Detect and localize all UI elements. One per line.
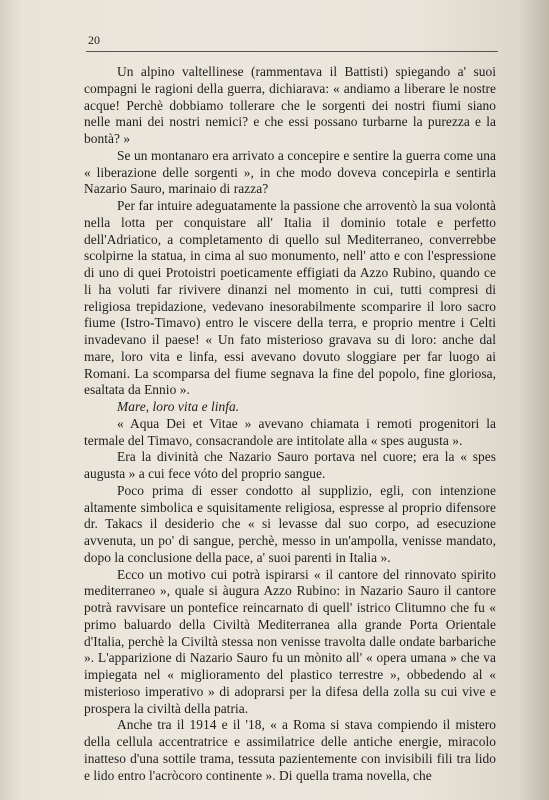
paragraph: Ecco un motivo cui potrà ispirarsi « il cantore del rinnovato spirito mediterraneo », quale si àugura Azzo Rubino: in Nazario Sauro il cantore potrà ravvisare un pontefice reincarnato di quell' istrico Clitumno che fu « primo baluardo della Civiltà Mediterranea alla grande Porta Orientale d'Italia, perchè la Civiltà stessa non venisse travolta dalle ondate barbariche ». L'apparizione di Nazario Sauro fu un mònito all' « opera umana » che va impiegata nel « miglioramento del plastico terrestre », obbedendo al « misterioso imperativo » di adoprarsi per la difesa della zolla su cui vive e prospera la civiltà della patria. bbox=[84, 566, 496, 716]
page-number: 20 bbox=[88, 33, 100, 47]
paragraph: « Aqua Dei et Vitae » avevano chiamata i remoti progenitori la termale del Timavo, consacrandole are intitolate alla « spes augusta ». bbox=[84, 415, 496, 448]
page-body bbox=[84, 64, 496, 784]
header-rule bbox=[86, 51, 498, 52]
paragraph: Poco prima di esser condotto al supplizio, egli, con intenzione altamente simbolica e squisitamente religiosa, espresse al proprio difensore dr. Takacs il desiderio che « si levasse dal suo corpo, ad esecuzione avvenuta, un po' di sangue, perchè, messo in un'ampolla, venisse mandato, dopo la conclusione della pace, a' suoi parenti in Italia ». bbox=[84, 482, 496, 565]
paragraph: Era la divinità che Nazario Sauro portava nel cuore; era la « spes augusta » a cui fece vóto del proprio sangue. bbox=[84, 449, 496, 481]
italic-quote: Mare, loro vita e linfa. bbox=[117, 399, 240, 414]
paragraph: Anche tra il 1914 e il '18, « a Roma si stava compiendo il mistero della cellula accentratrice e assimilatrice delle antiche energie, miracolo inatteso d'una sottile trama, tessuta pazientemente con invisibili fili tra lido e lido entro l'acròcoro continente ». Di quella trama novella, che bbox=[84, 717, 496, 783]
paragraph: Per far intuire adeguatamente la passione che arroventò la sua volontà nella lotta per conquistare all' Italia il dominio totale e perfetto dell'Adriatico, a completamento di quello sul Mediterraneo, converrebbe scolpirne la statua, in cima al suo monumento, nell' atto e con l'espressione di uno di quei Protoistri poeticamente effigiati da Azzo Rubino, quando ce li ha voluti far rivivere dinanzi nel momento in cui, tutti compresi di religiosa trepidazione, vedevano inesorabilmente scomparire il loro sacro fiume (Istro-Timavo) entro le viscere della terra, e proprio mentre i Celti invadevano il paese! « Un fato misterioso gravava su di loro: anche dal mare, loro vita e linfa, essi avevano dovuto sloggiare per far luogo ai Romani. La scomparsa del fiume segnava la fine del popolo, fine gloriosa, esaltata da Ennio ». bbox=[84, 198, 496, 398]
paragraph: Un alpino valtellinese (rammentava il Battisti) spiegando a' suoi compagni le ragioni della guerra, dichiarava: « andiamo a liberare le nostre acque! Perchè dobbiamo tollerare che le sorgenti dei nostri fiumi siano nelle mani dei nostri nemici? e che essi possano turbarne la purezza e la bontà? » bbox=[84, 64, 496, 146]
paragraph: Se un montanaro era arrivato a concepire e sentire la guerra come una « liberazione delle sorgenti », in che modo doveva concepirla e sentirla Nazario Sauro, marinaio di razza? bbox=[84, 147, 496, 197]
page-edge-shadow bbox=[519, 0, 549, 800]
